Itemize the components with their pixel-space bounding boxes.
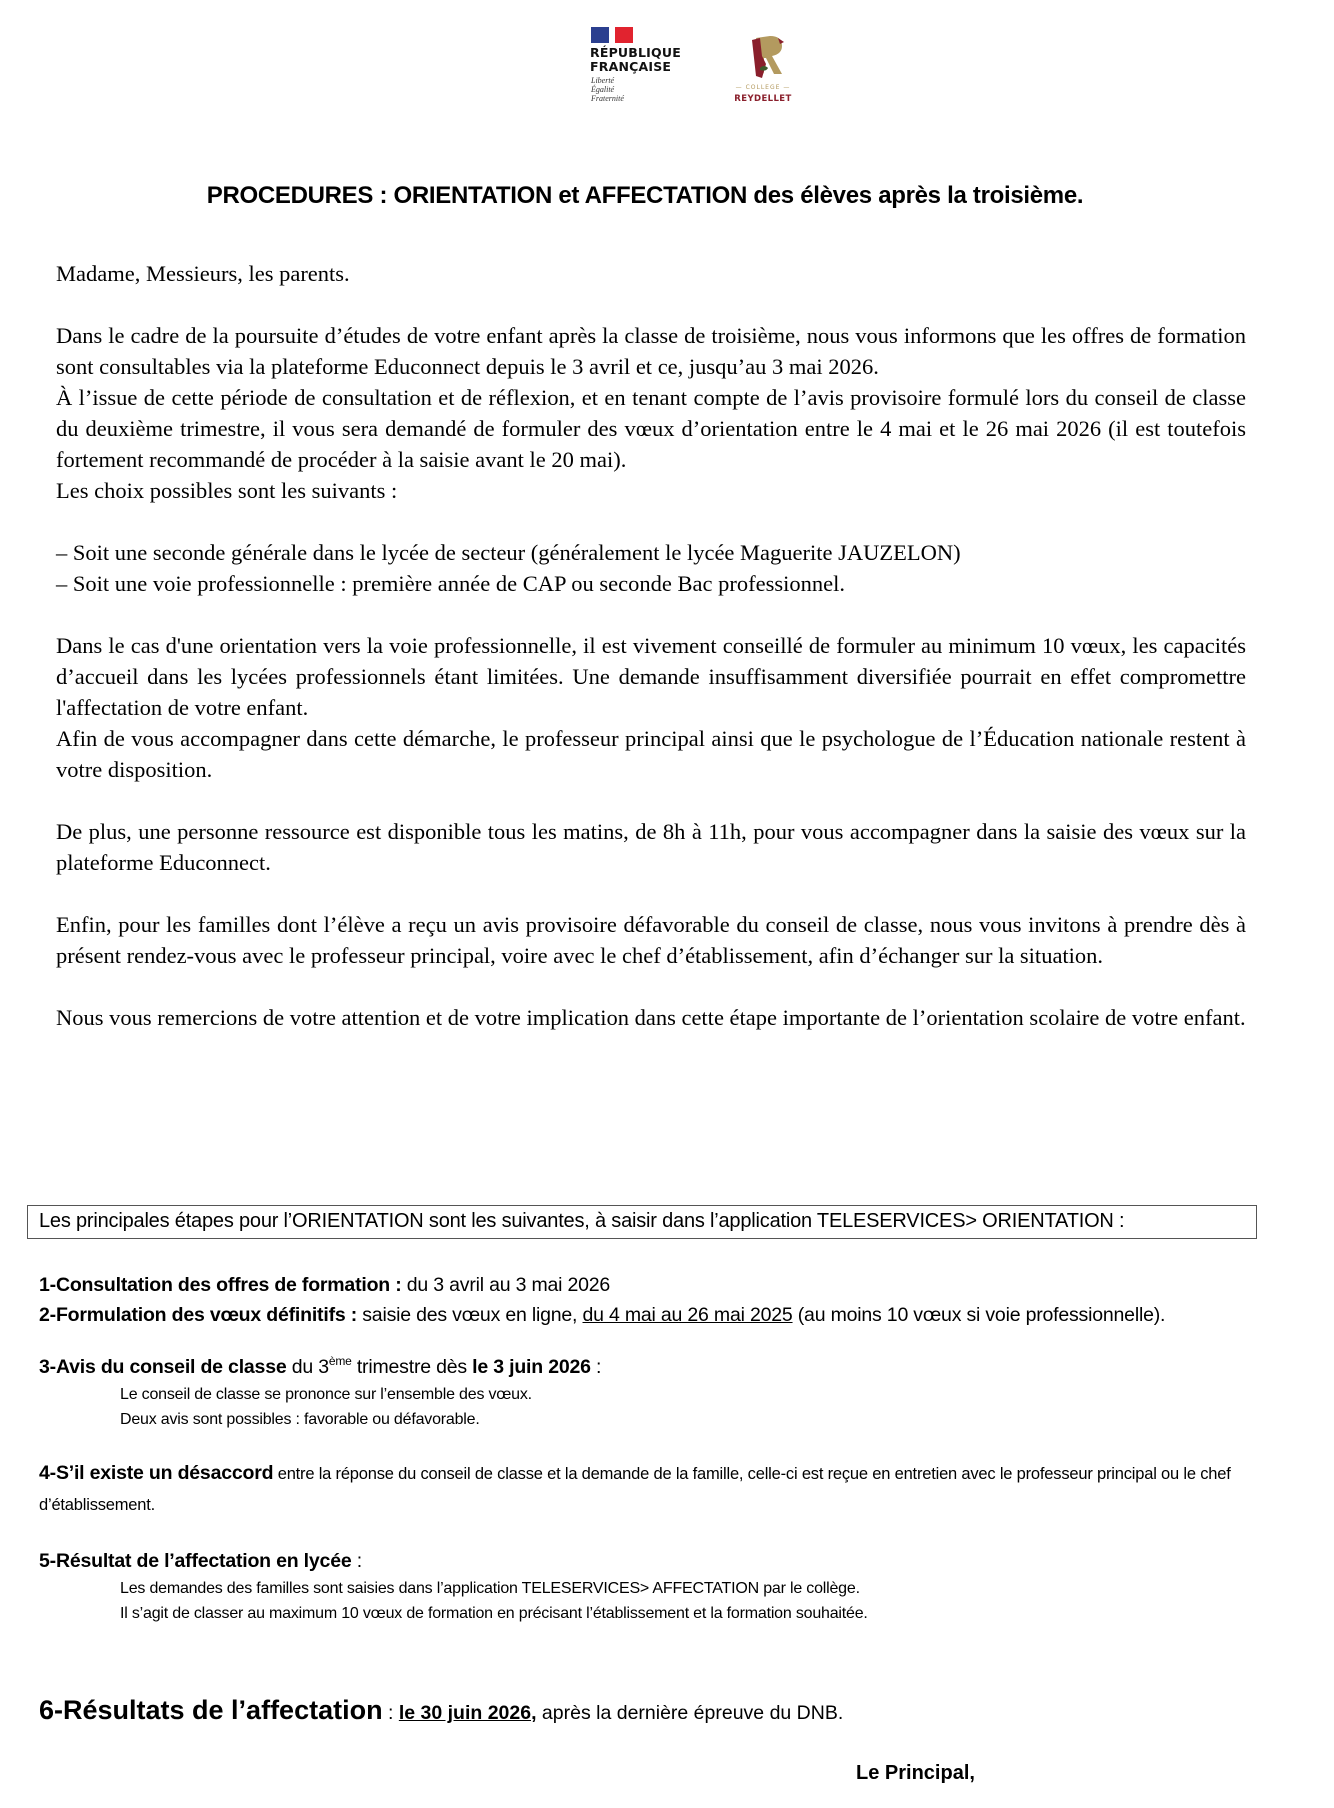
step-3-detail: Le conseil de classe se prononce sur l’ensemble des vœux. xyxy=(120,1386,532,1403)
college-reydellet-logo: — COLLEGE — REYDELLET xyxy=(728,34,798,124)
choice-item: – Soit une seconde générale dans le lycée de secteur (généralement le lycée Maguerite JAUZELON) xyxy=(56,540,961,565)
step-3: 3-Avis du conseil de classe du 3ème trimestre dès le 3 juin 2026 : xyxy=(39,1354,602,1378)
french-flag-marianne-icon xyxy=(591,27,633,43)
paragraph-thanks: Nous vous remercions de votre attention et de votre implication dans cette étape importante de l’orientation scolaire de votre enfant. xyxy=(56,1005,1246,1030)
step-5-detail: Les demandes des familles sont saisies dans l’application TELESERVICES> AFFECTATION par le collège. xyxy=(120,1580,860,1597)
signature: Le Principal, xyxy=(856,1762,975,1784)
paragraph-pro-advice: Dans le cas d'une orientation vers la voie professionnelle, il est vivement conseillé de formuler au minimum 10 vœux, les capacités d’accueil dans les lycées professionnels étant limitées. Une demande insuffisamment diversifiée pourrait en effet compromettre l'affectation de votre enfant. xyxy=(56,633,1246,720)
paragraph-choices-intro: Les choix possibles sont les suivants : xyxy=(56,478,398,503)
step-5-detail: Il s’agit de classer au maximum 10 vœux de formation en précisant l’établissement et la formation souhaitée. xyxy=(120,1605,868,1622)
step-3-detail: Deux avis sont possibles : favorable ou défavorable. xyxy=(120,1411,480,1428)
rf-logo-title: RÉPUBLIQUE FRANÇAISE xyxy=(590,45,681,74)
step-5: 5-Résultat de l’affectation en lycée : xyxy=(39,1550,362,1572)
step-1: 1-Consultation des offres de formation : du 3 avril au 3 mai 2026 xyxy=(39,1274,611,1296)
step-4: 4-S’il existe un désaccord entre la réponse du conseil de classe et la demande de la famille, celle-ci est reçue en entretien avec le professeur principal ou le chef d’établissement. xyxy=(39,1462,1231,1514)
step-2: 2-Formulation des vœux définitifs : saisie des vœux en ligne, du 4 mai au 26 mai 2025 (au moins 10 vœux si voie professionnelle). xyxy=(39,1304,1166,1326)
paragraph-unfavorable: Enfin, pour les familles dont l’élève a reçu un avis provisoire défavorable du conseil de classe, nous vous invitons à prendre dès à présent rendez-vous avec le professeur principal, voire avec le chef d’établissement, afin d’échanger sur la situation. xyxy=(56,912,1246,968)
paragraph-voeux-period: À l’issue de cette période de consultation et de réflexion, et en tenant compte de l’avis provisoire formulé lors du conseil de classe du deuxième trimestre, il vous sera demandé de formuler des vœux d’orientation entre le 4 mai et le 26 mai 2026 (il est toutefois fortement recommandé de procéder à la saisie avant le 20 mai). xyxy=(56,385,1246,472)
rf-logo-motto: Liberté Égalité Fraternité xyxy=(591,76,624,103)
college-r-emblem-icon xyxy=(748,34,788,82)
choice-item: – Soit une voie professionnelle : première année de CAP ou seconde Bac professionnel. xyxy=(56,571,845,596)
orientation-steps xyxy=(39,1270,1259,1626)
paragraph-consultation: Dans le cadre de la poursuite d’études de votre enfant après la classe de troisième, nous vous informons que les offres de formation sont consultables via la plateforme Educonnect depuis le 3 avril et ce, jusqu’au 3 mai 2026. xyxy=(56,323,1246,379)
paragraph-resource-person: De plus, une personne ressource est disponible tous les matins, de 8h à 11h, pour vous accompagner dans la saisie des vœux sur la plateforme Educonnect. xyxy=(56,819,1246,875)
steps-heading-box: Les principales étapes pour l’ORIENTATION sont les suivantes, à saisir dans l’application TELESERVICES> ORIENTATION : xyxy=(27,1205,1257,1239)
step-6: 6-Résultats de l’affectation : le 30 juin 2026, après la dernière épreuve du DNB. xyxy=(39,1695,844,1725)
salutation: Madame, Messieurs, les parents. xyxy=(56,261,350,286)
document-title: PROCEDURES : ORIENTATION et AFFECTATION des élèves après la troisième. xyxy=(206,182,1084,209)
paragraph-support: Afin de vous accompagner dans cette démarche, le professeur principal ainsi que le psychologue de l’Éducation nationale restent à votre disposition. xyxy=(56,726,1246,782)
letter-body xyxy=(56,258,1246,1033)
